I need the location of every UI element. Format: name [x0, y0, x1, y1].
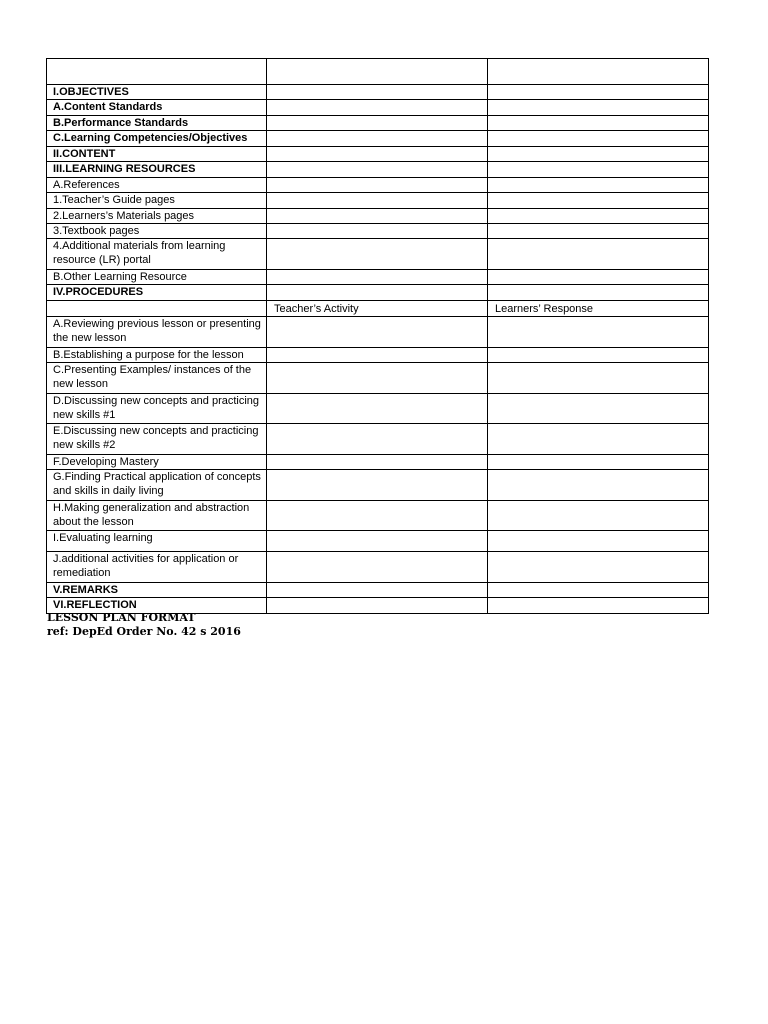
table-row — [47, 348, 709, 363]
table-row — [47, 552, 709, 583]
learner-response-cell — [488, 131, 709, 147]
learner-response-cell — [488, 552, 709, 583]
learner-response-cell — [488, 59, 709, 85]
table-row — [47, 470, 709, 501]
row-label-cell: E.Discussing new concepts and practicing new skills #2 — [47, 424, 267, 455]
teacher-activity-cell — [267, 501, 488, 531]
table-row — [47, 147, 709, 162]
row-label-cell: V.REMARKS — [47, 583, 267, 598]
row-label-cell: J.additional activities for application or remediation — [47, 552, 267, 583]
learner-response-cell — [488, 285, 709, 301]
teacher-activity-cell — [267, 394, 488, 424]
learner-response-cell — [488, 224, 709, 239]
learner-response-cell: Learners’ Response — [488, 301, 709, 317]
row-label-cell: III.LEARNING RESOURCES — [47, 162, 267, 178]
row-label-cell: B.Performance Standards — [47, 116, 267, 131]
teacher-activity-cell — [267, 162, 488, 178]
learner-response-cell — [488, 100, 709, 116]
table-row — [47, 270, 709, 285]
learner-response-cell — [488, 239, 709, 270]
teacher-activity-cell — [267, 348, 488, 363]
learner-response-cell — [488, 598, 709, 614]
table-row — [47, 59, 709, 85]
teacher-activity-cell — [267, 317, 488, 348]
teacher-activity-cell — [267, 100, 488, 116]
row-label-cell: I.Evaluating learning — [47, 531, 267, 552]
row-label-cell — [47, 301, 267, 317]
table-row — [47, 85, 709, 100]
table-row — [47, 301, 709, 317]
teacher-activity-cell — [267, 285, 488, 301]
teacher-activity-cell — [267, 178, 488, 193]
learner-response-cell — [488, 162, 709, 178]
row-label-cell: A.Content Standards — [47, 100, 267, 116]
table-row — [47, 285, 709, 301]
learner-response-cell — [488, 209, 709, 224]
row-label-cell: H.Making generalization and abstraction about the lesson — [47, 501, 267, 531]
teacher-activity-cell — [267, 131, 488, 147]
deped-order-reference: ref: DepEd Order No. 42 s 2016 — [47, 625, 241, 638]
learner-response-cell — [488, 147, 709, 162]
learner-response-cell — [488, 363, 709, 394]
row-label-cell: D.Discussing new concepts and practicing new skills #1 — [47, 394, 267, 424]
teacher-activity-cell — [267, 209, 488, 224]
table-row — [47, 394, 709, 424]
learner-response-cell — [488, 270, 709, 285]
teacher-activity-cell — [267, 193, 488, 209]
row-label-cell: C.Learning Competencies/Objectives — [47, 131, 267, 147]
table-row — [47, 131, 709, 147]
row-label-cell: II.CONTENT — [47, 147, 267, 162]
table-row — [47, 501, 709, 531]
row-label-cell: 3.Textbook pages — [47, 224, 267, 239]
teacher-activity-cell — [267, 363, 488, 394]
table-row — [47, 178, 709, 193]
learner-response-cell — [488, 193, 709, 209]
teacher-activity-cell — [267, 552, 488, 583]
table-row — [47, 193, 709, 209]
learner-response-cell — [488, 116, 709, 131]
table-row — [47, 239, 709, 270]
teacher-activity-cell — [267, 598, 488, 614]
teacher-activity-cell: Teacher’s Activity — [267, 301, 488, 317]
teacher-activity-cell — [267, 147, 488, 162]
teacher-activity-cell — [267, 583, 488, 598]
learner-response-cell — [488, 394, 709, 424]
learner-response-cell — [488, 348, 709, 363]
teacher-activity-cell — [267, 531, 488, 552]
table-row — [47, 317, 709, 348]
learner-response-cell — [488, 85, 709, 100]
row-label-cell: A.Reviewing previous lesson or presenting the new lesson — [47, 317, 267, 348]
lesson-plan-table-body — [47, 59, 709, 614]
row-label-cell: C.Presenting Examples/ instances of the new lesson — [47, 363, 267, 394]
learner-response-cell — [488, 583, 709, 598]
lesson-plan-format-title: LESSON PLAN FORMAT — [47, 611, 196, 624]
table-row — [47, 100, 709, 116]
row-label-cell: B.Other Learning Resource — [47, 270, 267, 285]
table-row — [47, 162, 709, 178]
table-row — [47, 455, 709, 470]
table-row — [47, 224, 709, 239]
learner-response-cell — [488, 317, 709, 348]
learner-response-cell — [488, 455, 709, 470]
row-label-cell: 1.Teacher’s Guide pages — [47, 193, 267, 209]
row-label-cell: A.References — [47, 178, 267, 193]
row-label-cell: 2.Learners’s Materials pages — [47, 209, 267, 224]
row-label-cell: 4.Additional materials from learning resource (LR) portal — [47, 239, 267, 270]
row-label-cell: F.Developing Mastery — [47, 455, 267, 470]
teacher-activity-cell — [267, 116, 488, 131]
learner-response-cell — [488, 424, 709, 455]
table-row — [47, 424, 709, 455]
row-label-cell: IV.PROCEDURES — [47, 285, 267, 301]
learner-response-cell — [488, 501, 709, 531]
teacher-activity-cell — [267, 470, 488, 501]
teacher-activity-cell — [267, 85, 488, 100]
teacher-activity-cell — [267, 270, 488, 285]
table-row — [47, 209, 709, 224]
row-label-cell: I.OBJECTIVES — [47, 85, 267, 100]
table-row — [47, 583, 709, 598]
lesson-plan-table — [46, 58, 709, 614]
teacher-activity-cell — [267, 424, 488, 455]
row-label-cell: B.Establishing a purpose for the lesson — [47, 348, 267, 363]
table-row — [47, 531, 709, 552]
teacher-activity-cell — [267, 239, 488, 270]
teacher-activity-cell — [267, 59, 488, 85]
learner-response-cell — [488, 178, 709, 193]
learner-response-cell — [488, 470, 709, 501]
learner-response-cell — [488, 531, 709, 552]
table-row — [47, 363, 709, 394]
row-label-cell — [47, 59, 267, 85]
row-label-cell: G.Finding Practical application of concepts and skills in daily living — [47, 470, 267, 501]
table-row — [47, 116, 709, 131]
teacher-activity-cell — [267, 455, 488, 470]
row-label-cell: VI.REFLECTION — [47, 598, 267, 614]
teacher-activity-cell — [267, 224, 488, 239]
